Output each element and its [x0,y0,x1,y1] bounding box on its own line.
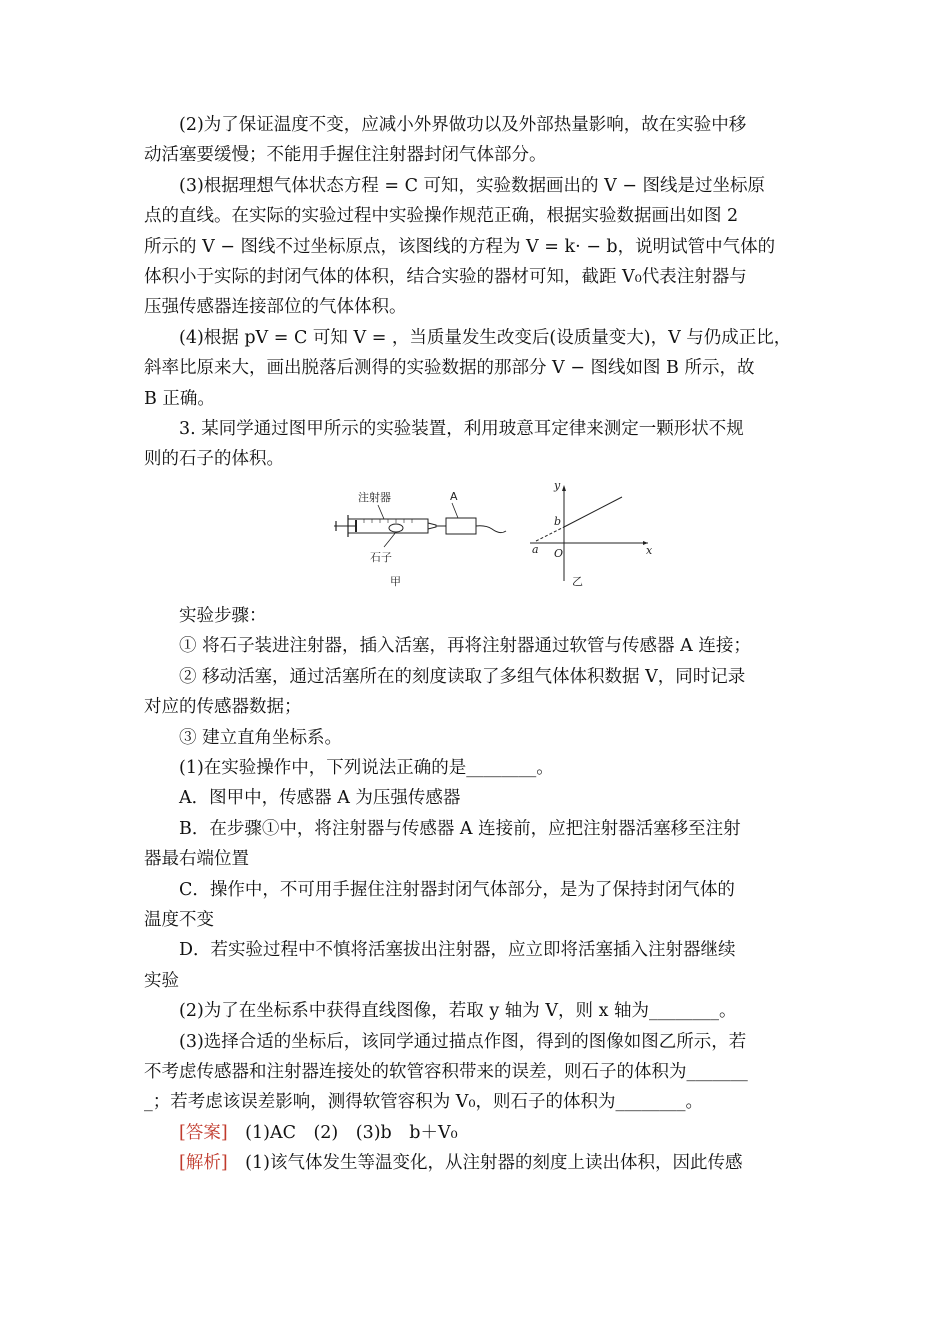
paragraph-line: (2)为了保证温度不变，应减小外界做功以及外部热量影响，故在实验中移 [179,115,747,135]
step-3: ③ 建立直角坐标系。 [179,727,343,748]
label-stone: 石子 [370,550,392,564]
caption-jia: 甲 [390,574,401,588]
option-b: B．在步骤①中，将注射器与传感器 A 连接前，应把注射器活塞移至注射 [179,818,741,839]
sensor-pointer [452,503,458,518]
sub-question-2: (2)为了在坐标系中获得直线图像，若取 y 轴为 V，则 x 轴为________。 [179,1001,737,1022]
experiment-figure [144,481,812,593]
answer-body: (1)AC (2) (3)b b＋V₀ [245,1122,458,1143]
paragraph-line: 压强传感器连接部位的气体体积。 [144,297,407,318]
syringe-nozzle [428,523,436,529]
extrapolated-line [536,527,564,541]
label-sensor-a: A [450,489,458,503]
axis-label-x: x [646,543,653,557]
option-b-cont: 器最右端位置 [144,849,249,870]
step-2: ② 移动活塞，通过活塞所在的刻度读取了多组气体体积数据 V，同时记录 [179,666,746,687]
option-d-cont: 实验 [144,970,179,991]
paragraph-line: 所示的 V − 图线不过坐标原点，该图线的方程为 V = k· − b，说明试管中气体的 [144,236,776,257]
axis-label-y: y [554,480,561,492]
option-a: A．图甲中，传感器 A 为压强传感器 [179,788,461,809]
option-d: D．若实验过程中不慎将活塞拔出注射器，应立即将活塞插入注射器继续 [179,940,736,961]
document-body [144,110,812,1179]
sensor-cable [476,526,506,533]
stone-shape [389,524,403,532]
paragraph-line: 动活塞要缓慢；不能用手握住注射器封闭气体部分。 [144,145,547,166]
syringe-pointer [378,505,384,519]
analysis-body: (1)该气体发生等温变化，从注射器的刻度上读出体积，因此传感 [245,1153,743,1174]
figure-b-graph [524,481,654,593]
origin-label: O [554,546,564,560]
paragraph-line: (4)根据 pV = C 可知 V = ，当质量发生改变后(设质量变大)，V 与仍成正比， [179,327,792,348]
analysis-tag: [解析] [179,1153,228,1174]
sub-question-3: (3)选择合适的坐标后，该同学通过描点作图，得到的图像如图乙所示，若 [179,1031,747,1052]
paragraph-line: 斜率比原来大，画出脱落后测得的实验数据的那部分 V − 图线如图 B 所示，故 [144,358,755,379]
step-2-cont: 对应的传感器数据； [144,697,302,718]
analysis-line [144,1148,812,1178]
intercept-b-label: b [554,514,562,528]
sub-question-1: (1)在实验操作中，下列说法正确的是________。 [179,757,554,778]
label-syringe: 注射器 [358,490,391,504]
sub-question-3-cont: _；若考虑该误差影响，测得软管容积为 V₀，则石子的体积为________。 [144,1092,703,1113]
answer-tag: [答案] [179,1122,228,1143]
paragraph-line: (3)根据理想气体状态方程 = C 可知，实验数据画出的 V − 图线是过坐标原 [179,175,766,196]
paragraph-line: B 正确。 [144,388,215,409]
sensor-a-box [446,518,476,534]
paragraph-line: 体积小于实际的封闭气体的体积，结合实验的器材可知，截距 V₀代表注射器与 [144,267,747,288]
stone-pointer [384,532,396,547]
y-axis-arrow [562,485,566,491]
syringe-scale [364,519,412,523]
sub-question-3-cont: 不考虑传感器和注射器连接处的软管容积带来的误差，则石子的体积为_______ [144,1061,748,1082]
question-stem: 3. 某同学通过图甲所示的实验装置，利用玻意耳定律来测定一颗形状不规 [179,419,744,440]
step-1: ① 将石子装进注射器，插入活塞，再将注射器通过软管与传感器 A 连接； [179,636,751,657]
intercept-a-label: a [532,542,539,556]
option-c: C．操作中，不可用手握住注射器封闭气体部分，是为了保持封闭气体的 [179,879,735,900]
data-line [564,497,622,527]
option-c-cont: 温度不变 [144,909,214,930]
answer-line [144,1118,812,1148]
question-stem: 则的石子的体积。 [144,449,284,470]
caption-yi: 乙 [572,574,583,588]
steps-heading: 实验步骤： [179,605,267,626]
paragraph-line: 点的直线。在实际的实验过程中实验操作规范正确，根据实验数据画出如图 2 [144,206,739,227]
figure-a-apparatus [334,481,514,593]
